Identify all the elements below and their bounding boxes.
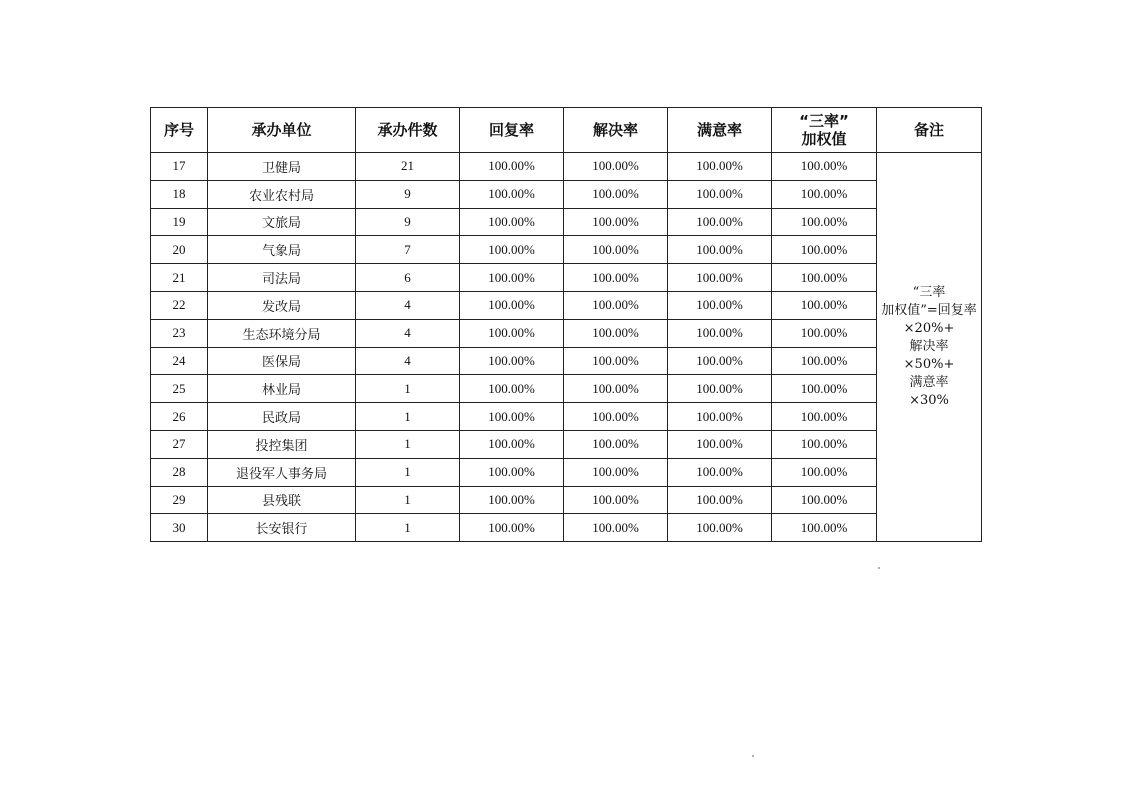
row-seq: 25 bbox=[151, 375, 208, 403]
row-resolve-rate: 100.00% bbox=[564, 347, 668, 375]
row-satisfaction-rate: 100.00% bbox=[668, 208, 772, 236]
remark-line: “三率 bbox=[912, 285, 946, 301]
row-satisfaction-rate: 100.00% bbox=[668, 514, 772, 542]
table-row bbox=[151, 180, 982, 208]
remark-line: 加权值”=回复率 bbox=[881, 303, 977, 319]
row-seq: 27 bbox=[151, 430, 208, 458]
row-weighted-value: 100.00% bbox=[772, 236, 877, 264]
row-reply-rate: 100.00% bbox=[460, 458, 564, 486]
row-weighted-value: 100.00% bbox=[772, 375, 877, 403]
row-reply-rate: 100.00% bbox=[460, 347, 564, 375]
table-row bbox=[151, 458, 982, 486]
row-count: 1 bbox=[356, 375, 460, 403]
row-unit: 生态环境分局 bbox=[208, 319, 356, 347]
table-row bbox=[151, 375, 982, 403]
row-unit: 民政局 bbox=[208, 403, 356, 431]
row-count: 21 bbox=[356, 153, 460, 181]
table-row bbox=[151, 264, 982, 292]
performance-table bbox=[150, 107, 982, 542]
row-satisfaction-rate: 100.00% bbox=[668, 291, 772, 319]
header-weighted-line1: “三率” bbox=[799, 112, 849, 130]
row-satisfaction-rate: 100.00% bbox=[668, 264, 772, 292]
row-unit: 退役军人事务局 bbox=[208, 458, 356, 486]
row-count: 1 bbox=[356, 403, 460, 431]
row-reply-rate: 100.00% bbox=[460, 403, 564, 431]
row-seq: 30 bbox=[151, 514, 208, 542]
row-weighted-value: 100.00% bbox=[772, 291, 877, 319]
row-satisfaction-rate: 100.00% bbox=[668, 319, 772, 347]
row-seq: 29 bbox=[151, 486, 208, 514]
row-seq: 21 bbox=[151, 264, 208, 292]
table-row bbox=[151, 291, 982, 319]
row-seq: 28 bbox=[151, 458, 208, 486]
row-satisfaction-rate: 100.00% bbox=[668, 375, 772, 403]
header-satisfaction-rate: 满意率 bbox=[668, 108, 772, 153]
row-unit: 医保局 bbox=[208, 347, 356, 375]
scan-speck bbox=[878, 567, 880, 569]
header-remark: 备注 bbox=[877, 108, 982, 153]
row-weighted-value: 100.00% bbox=[772, 153, 877, 181]
row-satisfaction-rate: 100.00% bbox=[668, 180, 772, 208]
header-weighted-value bbox=[772, 108, 877, 153]
row-satisfaction-rate: 100.00% bbox=[668, 486, 772, 514]
row-count: 4 bbox=[356, 319, 460, 347]
header-unit: 承办单位 bbox=[208, 108, 356, 153]
header-row bbox=[151, 108, 982, 153]
row-satisfaction-rate: 100.00% bbox=[668, 236, 772, 264]
row-unit: 长安银行 bbox=[208, 514, 356, 542]
row-unit: 卫健局 bbox=[208, 153, 356, 181]
row-count: 9 bbox=[356, 208, 460, 236]
row-reply-rate: 100.00% bbox=[460, 514, 564, 542]
row-reply-rate: 100.00% bbox=[460, 486, 564, 514]
row-resolve-rate: 100.00% bbox=[564, 430, 668, 458]
row-resolve-rate: 100.00% bbox=[564, 236, 668, 264]
row-resolve-rate: 100.00% bbox=[564, 264, 668, 292]
row-weighted-value: 100.00% bbox=[772, 180, 877, 208]
row-weighted-value: 100.00% bbox=[772, 514, 877, 542]
row-seq: 22 bbox=[151, 291, 208, 319]
row-seq: 26 bbox=[151, 403, 208, 431]
row-satisfaction-rate: 100.00% bbox=[668, 153, 772, 181]
row-unit: 农业农村局 bbox=[208, 180, 356, 208]
table-row bbox=[151, 486, 982, 514]
row-weighted-value: 100.00% bbox=[772, 430, 877, 458]
row-reply-rate: 100.00% bbox=[460, 264, 564, 292]
remark-cell bbox=[877, 153, 982, 542]
row-weighted-value: 100.00% bbox=[772, 319, 877, 347]
row-reply-rate: 100.00% bbox=[460, 153, 564, 181]
row-seq: 20 bbox=[151, 236, 208, 264]
row-count: 1 bbox=[356, 514, 460, 542]
row-count: 4 bbox=[356, 291, 460, 319]
row-satisfaction-rate: 100.00% bbox=[668, 430, 772, 458]
remark-line: ×50%+ bbox=[903, 357, 955, 373]
row-seq: 23 bbox=[151, 319, 208, 347]
row-count: 1 bbox=[356, 486, 460, 514]
row-unit: 林业局 bbox=[208, 375, 356, 403]
row-satisfaction-rate: 100.00% bbox=[668, 403, 772, 431]
row-unit: 文旅局 bbox=[208, 208, 356, 236]
table-body bbox=[151, 153, 982, 542]
row-weighted-value: 100.00% bbox=[772, 347, 877, 375]
row-unit: 气象局 bbox=[208, 236, 356, 264]
row-weighted-value: 100.00% bbox=[772, 264, 877, 292]
table-row bbox=[151, 514, 982, 542]
header-count: 承办件数 bbox=[356, 108, 460, 153]
table-row bbox=[151, 347, 982, 375]
table-row bbox=[151, 403, 982, 431]
row-resolve-rate: 100.00% bbox=[564, 403, 668, 431]
table-row bbox=[151, 319, 982, 347]
row-unit: 县残联 bbox=[208, 486, 356, 514]
row-resolve-rate: 100.00% bbox=[564, 514, 668, 542]
row-seq: 24 bbox=[151, 347, 208, 375]
row-count: 1 bbox=[356, 458, 460, 486]
header-seq: 序号 bbox=[151, 108, 208, 153]
row-count: 9 bbox=[356, 180, 460, 208]
row-satisfaction-rate: 100.00% bbox=[668, 458, 772, 486]
row-resolve-rate: 100.00% bbox=[564, 458, 668, 486]
row-unit: 发改局 bbox=[208, 291, 356, 319]
row-count: 7 bbox=[356, 236, 460, 264]
row-reply-rate: 100.00% bbox=[460, 430, 564, 458]
table-row bbox=[151, 153, 982, 181]
row-satisfaction-rate: 100.00% bbox=[668, 347, 772, 375]
row-seq: 19 bbox=[151, 208, 208, 236]
row-reply-rate: 100.00% bbox=[460, 236, 564, 264]
header-resolve-rate: 解决率 bbox=[564, 108, 668, 153]
row-resolve-rate: 100.00% bbox=[564, 208, 668, 236]
row-unit: 投控集团 bbox=[208, 430, 356, 458]
table-row bbox=[151, 208, 982, 236]
row-unit: 司法局 bbox=[208, 264, 356, 292]
row-resolve-rate: 100.00% bbox=[564, 375, 668, 403]
row-count: 4 bbox=[356, 347, 460, 375]
row-weighted-value: 100.00% bbox=[772, 486, 877, 514]
scan-speck bbox=[752, 755, 754, 757]
row-count: 6 bbox=[356, 264, 460, 292]
row-resolve-rate: 100.00% bbox=[564, 180, 668, 208]
table-row bbox=[151, 236, 982, 264]
remark-line: 满意率 bbox=[909, 375, 949, 391]
remark-line: 解决率 bbox=[909, 339, 949, 355]
row-weighted-value: 100.00% bbox=[772, 403, 877, 431]
row-reply-rate: 100.00% bbox=[460, 319, 564, 347]
row-resolve-rate: 100.00% bbox=[564, 486, 668, 514]
row-count: 1 bbox=[356, 430, 460, 458]
remark-line: ×20%+ bbox=[903, 321, 955, 337]
remark-line: ×30% bbox=[909, 393, 949, 409]
row-weighted-value: 100.00% bbox=[772, 208, 877, 236]
row-seq: 18 bbox=[151, 180, 208, 208]
row-resolve-rate: 100.00% bbox=[564, 319, 668, 347]
row-weighted-value: 100.00% bbox=[772, 458, 877, 486]
table-row bbox=[151, 430, 982, 458]
row-reply-rate: 100.00% bbox=[460, 180, 564, 208]
row-reply-rate: 100.00% bbox=[460, 291, 564, 319]
row-reply-rate: 100.00% bbox=[460, 208, 564, 236]
row-seq: 17 bbox=[151, 153, 208, 181]
row-reply-rate: 100.00% bbox=[460, 375, 564, 403]
row-resolve-rate: 100.00% bbox=[564, 291, 668, 319]
header-weighted-line2: 加权值 bbox=[801, 130, 847, 148]
header-reply-rate: 回复率 bbox=[460, 108, 564, 153]
row-resolve-rate: 100.00% bbox=[564, 153, 668, 181]
